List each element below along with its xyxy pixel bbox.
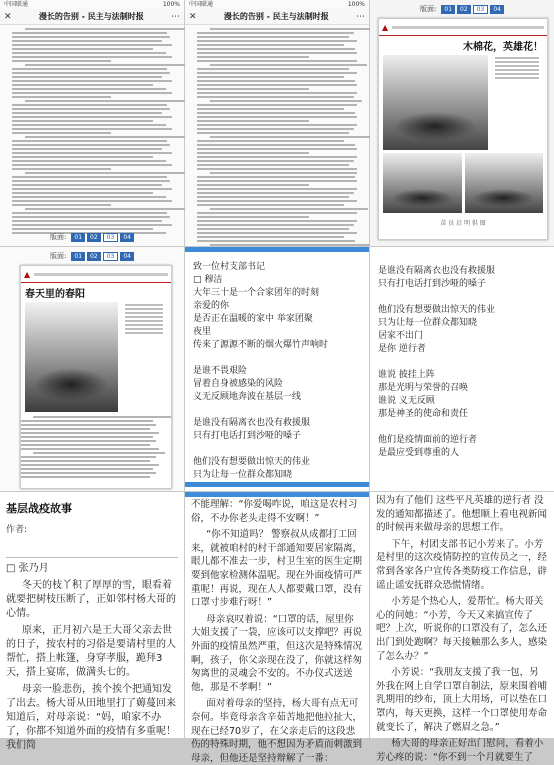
text-line bbox=[12, 48, 153, 50]
text-line bbox=[21, 460, 150, 462]
pager-label: 版面: bbox=[50, 233, 67, 241]
text-line bbox=[25, 100, 185, 102]
text-line bbox=[12, 32, 167, 34]
newspaper-headline: 春天里的春阳 bbox=[25, 289, 85, 300]
text-line bbox=[21, 436, 153, 438]
text-line bbox=[12, 52, 166, 54]
story-paragraph: 母亲哀叹着说：“口罩的话，屋里你大姐支援了一袋，应该可以支撑吧？再说外面的疫情虽然严重，但这次是特殊情况啊，孩子，你父亲现在没了，你就这样匆匆离世的灵魂会不安的。不办仪式送送他，那是不孝啊！” bbox=[191, 613, 363, 693]
text-line bbox=[197, 156, 357, 158]
story-paragraph: 冬天的枝丫积了厚厚的雪，眼看着就要把树枝压断了，正如邻村杨大哥的心情。 bbox=[6, 580, 176, 619]
text-line bbox=[197, 112, 355, 114]
text-line bbox=[197, 116, 357, 118]
text-line bbox=[12, 180, 170, 182]
story-panel-3 bbox=[370, 492, 554, 763]
text-line bbox=[197, 188, 357, 190]
divider bbox=[6, 557, 178, 558]
text-line bbox=[21, 428, 150, 430]
text-line bbox=[21, 444, 150, 446]
text-line bbox=[197, 76, 344, 78]
text-line bbox=[25, 28, 185, 30]
text-line bbox=[210, 244, 370, 246]
text-line bbox=[12, 192, 153, 194]
text-line bbox=[197, 96, 354, 98]
text-line bbox=[12, 200, 172, 202]
text-line bbox=[21, 448, 159, 450]
text-line bbox=[12, 144, 170, 146]
story-paragraph: 不能理解：“你爱喝咋说，咱这是农村习俗，不办你老头走得不安啊！” bbox=[191, 499, 358, 524]
close-icon[interactable]: ✕ bbox=[4, 11, 12, 22]
text-line bbox=[197, 204, 344, 206]
text-line bbox=[197, 240, 355, 242]
newspaper-thumbnail[interactable] bbox=[20, 265, 172, 489]
newspaper-masthead bbox=[21, 266, 171, 283]
text-line bbox=[197, 120, 309, 122]
text-line bbox=[12, 224, 172, 226]
text-line bbox=[197, 212, 357, 214]
text-line bbox=[21, 432, 159, 434]
newspaper-headline: 木棉花，英雄花！ bbox=[463, 42, 543, 53]
newspaper-photo bbox=[25, 302, 118, 412]
text-line bbox=[12, 148, 162, 150]
text-line bbox=[210, 172, 357, 174]
text-line bbox=[197, 164, 349, 166]
carrier-label: 中国联通 bbox=[4, 1, 29, 8]
text-line bbox=[197, 132, 349, 134]
page-04-button[interactable]: 04 bbox=[120, 252, 134, 261]
text-line bbox=[197, 52, 357, 54]
text-line bbox=[12, 160, 166, 162]
text-line bbox=[197, 180, 357, 182]
text-line bbox=[197, 224, 354, 226]
text-line bbox=[12, 60, 111, 62]
text-line bbox=[12, 96, 111, 98]
text-line bbox=[197, 128, 354, 130]
page-02-button[interactable]: 02 bbox=[87, 252, 101, 261]
text-line bbox=[12, 196, 166, 198]
text-line bbox=[21, 440, 156, 442]
text-line bbox=[197, 168, 357, 170]
battery-label: 100% bbox=[162, 1, 180, 8]
newspaper-thumbnail[interactable] bbox=[378, 18, 548, 240]
text-line bbox=[197, 160, 354, 162]
text-line bbox=[12, 164, 172, 166]
poem-text: 致一位村支部书记 □ 穆洁 大年三十是一个合家团年的时刻 亲爱的你 是否正在温暖的家中 举家团聚 夜里 传来了源源不断的烟火爆竹声响时 是谁不畏艰险 冒着自身被感染的风险 义无反顾地奔波在基层一线 是谁没有隔离衣也没有救援服 只有打电话打到沙哑的嗓子 他们没有想要做出惊天的伟业 只为让每一位群众都知晓 bbox=[185, 247, 369, 486]
text-line bbox=[21, 464, 159, 466]
text-line bbox=[197, 196, 349, 198]
text-line bbox=[197, 68, 349, 70]
nav-title: 漫长的告别 - 民主与法制时报 bbox=[38, 12, 144, 21]
text-line bbox=[197, 60, 357, 62]
poem-author: □ 穆洁 bbox=[193, 275, 223, 285]
text-line bbox=[21, 476, 150, 478]
selection-bar bbox=[185, 482, 369, 487]
text-line bbox=[25, 208, 185, 210]
story-panel-2 bbox=[185, 492, 369, 764]
text-line bbox=[197, 140, 344, 142]
text-line bbox=[12, 188, 172, 190]
text-line bbox=[197, 80, 355, 82]
text-line bbox=[197, 144, 355, 146]
text-line bbox=[12, 68, 167, 70]
text-line bbox=[12, 216, 170, 218]
text-line bbox=[12, 80, 172, 82]
text-line bbox=[33, 416, 171, 418]
story-paragraph: “你不知道吗？ 警察叔从成都打工回来，就被咱村的村干部通知要居家隔离，眼儿都不准去一步，村卫生室的医生定期要到他家检测体温呢。现在外面疫情可严重呢！再说，现在人人都要戴口罩，没有口罩寸步难行呀！” bbox=[191, 529, 363, 609]
text-line bbox=[33, 452, 165, 454]
text-line bbox=[21, 468, 153, 470]
text-line bbox=[12, 140, 167, 142]
page-03-button[interactable]: 03 bbox=[103, 252, 119, 261]
text-line bbox=[25, 172, 185, 174]
story-paragraph: 母亲一脸悲伤，挨个挨个把通知发了出去。杨大哥从田地里打了薅蔓回来知道后，对母亲说：“妈，咱家不办了，你都不知道外面的疫情有多重呢！我们简 bbox=[6, 684, 176, 751]
more-icon[interactable]: ⋯ bbox=[171, 11, 180, 22]
text-line bbox=[210, 136, 370, 138]
page-02-button[interactable]: 02 bbox=[87, 233, 101, 242]
text-line bbox=[12, 128, 172, 130]
text-line bbox=[12, 76, 162, 78]
text-line bbox=[197, 148, 357, 150]
text-line bbox=[197, 36, 349, 38]
text-line bbox=[197, 104, 357, 106]
newspaper-logo: ▲ bbox=[24, 269, 31, 279]
author-label: 作者: bbox=[6, 525, 28, 535]
article-text-block bbox=[185, 25, 369, 250]
story-panel-1 bbox=[0, 492, 184, 751]
pager-label: 版面: bbox=[50, 252, 67, 260]
page-03-button[interactable]: 03 bbox=[103, 233, 119, 242]
text-line bbox=[197, 184, 309, 186]
photo-caption: 苗 员 启 明 供 图 bbox=[440, 220, 486, 227]
text-line bbox=[210, 64, 367, 66]
selection-bar bbox=[185, 492, 369, 497]
page-03-button[interactable]: 03 bbox=[473, 5, 489, 14]
text-line bbox=[12, 108, 170, 110]
screenshot-newspaper-page bbox=[370, 0, 554, 246]
text-line bbox=[25, 64, 185, 66]
newspaper-masthead bbox=[379, 19, 547, 36]
text-line bbox=[210, 28, 370, 30]
text-line bbox=[197, 152, 309, 154]
text-line bbox=[21, 420, 153, 422]
page-01-button[interactable]: 01 bbox=[441, 5, 455, 14]
story-byline: □ 张乃月 bbox=[6, 563, 49, 574]
page-selector bbox=[0, 232, 184, 242]
battery-label: 100% bbox=[347, 1, 365, 8]
text-line bbox=[12, 132, 111, 134]
carrier-label: 中国联通 bbox=[189, 1, 214, 8]
text-line bbox=[12, 44, 172, 46]
nav-title: 漫长的告别 - 民主与法制时报 bbox=[223, 12, 329, 21]
story-title: 基层战疫故事 bbox=[6, 502, 72, 515]
text-line bbox=[12, 72, 170, 74]
text-line bbox=[21, 424, 156, 426]
text-line bbox=[197, 236, 344, 238]
text-line bbox=[12, 124, 166, 126]
text-line bbox=[12, 184, 162, 186]
text-line bbox=[197, 92, 357, 94]
text-line bbox=[21, 472, 156, 474]
text-line bbox=[12, 116, 172, 118]
text-line bbox=[12, 168, 111, 170]
text-line bbox=[197, 72, 357, 74]
nav-bar bbox=[0, 9, 184, 25]
close-icon[interactable]: ✕ bbox=[189, 11, 197, 22]
story-paragraph: 原来，正月初六是王大哥父亲去世的日子，按农村的习俗是要请村里的人帮忙，搭上帐篷，身穿孝服，跪拜3天，搭上宴席，做满头七的。 bbox=[6, 625, 176, 678]
text-line bbox=[197, 232, 357, 234]
text-line bbox=[197, 220, 357, 222]
text-line bbox=[12, 176, 167, 178]
text-line bbox=[197, 32, 354, 34]
text-line bbox=[12, 92, 172, 94]
text-line bbox=[12, 156, 153, 158]
page-01-button[interactable]: 01 bbox=[71, 233, 85, 242]
text-line bbox=[12, 228, 153, 230]
text-line bbox=[12, 36, 170, 38]
poem-text: 是谁没有隔离衣也没有救援服 只有打电话打到沙哑的嗓子 他们没有想要做出惊天的伟业 只为让每一位群众都知晓 居家不出门 是你 逆行者 谁说 披挂上阵 那是光明与荣誉的召唤 谁说 义无反顾 那是神圣的使命和责任 他们是疫情面前的逆行者 是最应受到尊重的人 bbox=[378, 266, 496, 458]
text-line bbox=[197, 216, 309, 218]
text-line bbox=[12, 152, 172, 154]
page-selector bbox=[370, 0, 554, 14]
page-01-button[interactable]: 01 bbox=[71, 252, 85, 261]
text-line bbox=[21, 456, 156, 458]
text-line bbox=[197, 200, 357, 202]
pager-label: 版面: bbox=[420, 5, 437, 13]
story-paragraph: 因为有了他们 这些平凡英雄的逆行者 没发的通知都描述了。他想顺上看电视新闻的时候再来做母亲的思想工作。 bbox=[376, 495, 548, 534]
story-paragraph: 小芳说：“我朋友支援了我一包，另外我在网上自学口罩自制法，原来围着哺乳期用的纱布，顶上大用场，可以垫在口罩内，每天更换，这样一个口罩使用寿命就变长了，解决了燃眉之急。” bbox=[376, 667, 548, 733]
text-line bbox=[197, 44, 344, 46]
text-line bbox=[12, 104, 167, 106]
story-paragraph: 小芳是个热心人，爱帮忙。杨大哥关心的问她：“小芳，今天又来搞宣传了吧？上次，听说你的口罩没有了，怎么还出门到处跑啊？每天接触那么多人，感染了怎么办？” bbox=[376, 596, 548, 662]
article-text-block bbox=[0, 25, 184, 234]
newspaper-photo-3 bbox=[465, 153, 544, 213]
selection-bar bbox=[185, 247, 369, 252]
text-line bbox=[12, 220, 162, 222]
more-icon[interactable]: ⋯ bbox=[356, 11, 365, 22]
page-04-button[interactable]: 04 bbox=[120, 233, 134, 242]
text-line bbox=[197, 176, 355, 178]
poem-panel bbox=[185, 247, 369, 491]
screenshot-article-page-1 bbox=[0, 0, 184, 246]
text-line bbox=[12, 204, 111, 206]
page-selector bbox=[0, 247, 184, 261]
text-line bbox=[12, 56, 172, 58]
text-line bbox=[197, 40, 357, 42]
screenshot-newspaper-page-2 bbox=[0, 247, 184, 491]
text-line bbox=[197, 192, 354, 194]
text-line bbox=[12, 212, 167, 214]
nav-bar bbox=[185, 9, 369, 25]
text-line bbox=[197, 88, 309, 90]
text-line bbox=[12, 88, 166, 90]
screenshot-article-page-2 bbox=[185, 0, 369, 246]
newspaper-photo-2 bbox=[383, 153, 462, 213]
status-bar bbox=[185, 0, 369, 9]
text-line bbox=[197, 56, 309, 58]
story-paragraph: 下午，村团支部书记小芳来了。小芳是村里的这次疫情防控的宣传员之一，经常到各家各户宣传各类防疫工作信息，辟谣止谣安抚群众恐慌情绪。 bbox=[376, 538, 548, 591]
text-line bbox=[12, 112, 162, 114]
text-line bbox=[210, 208, 368, 210]
status-bar bbox=[0, 0, 184, 9]
text-line bbox=[197, 124, 357, 126]
text-line bbox=[12, 120, 153, 122]
page-02-button[interactable]: 02 bbox=[457, 5, 471, 14]
newspaper-logo: ▲ bbox=[382, 22, 389, 32]
poem-panel-continued bbox=[370, 247, 554, 491]
text-line bbox=[210, 100, 362, 102]
text-line bbox=[197, 108, 344, 110]
text-line bbox=[12, 84, 153, 86]
poem-title: 致一位村支部书记 bbox=[193, 262, 266, 272]
text-line bbox=[197, 48, 355, 50]
text-line bbox=[25, 136, 185, 138]
text-line bbox=[12, 40, 162, 42]
page-04-button[interactable]: 04 bbox=[490, 5, 504, 14]
story-paragraph: 面对着母亲的坚持，杨大哥有点无可奈何。毕竟母亲含辛茹苦地把他拉扯大，现在已经70岁了，在父亲走后的这段悲伤的特殊时期，他不想因为矛盾而刺激到母亲，但他还是坚持辩解了一番： bbox=[191, 698, 363, 764]
newspaper-photo bbox=[383, 55, 488, 150]
story-paragraph: 杨大哥的母亲正好出门慰问，看着小芳心疼的说：“你不到一个月就要生了 bbox=[376, 738, 544, 763]
text-line bbox=[197, 228, 349, 230]
text-line bbox=[197, 84, 357, 86]
